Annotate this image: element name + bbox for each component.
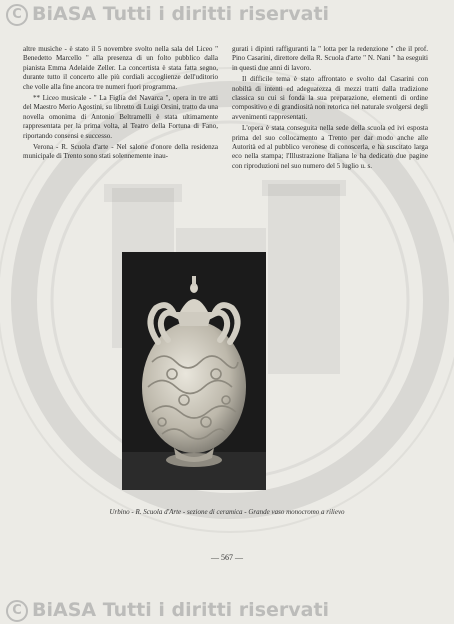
watermark-text: BiASA Tutti i diritti riservati <box>32 599 330 621</box>
page-number: — 567 — <box>211 553 243 562</box>
copyright-icon: C <box>6 4 28 26</box>
paragraph: Il difficile tema è stato affrontato e svolto dal Casarini con nobiltà di intenti ed adeguatezza di mezzi tratti dalla tradizione classica su cui si fonda la sua preparazione, elementi di ordine compositivo e di grandiosità non retorica nel naturale svolgersi degli avvenimenti rappresentati. <box>232 75 428 121</box>
copyright-icon: C <box>6 600 28 622</box>
photo-caption: Urbino - R. Scuola d'Arte - sezione di ceramica - Grande vaso monocromo a rilievo <box>109 508 345 516</box>
right-column <box>232 45 428 171</box>
watermark-top <box>0 1 454 27</box>
paragraph: Verona - R. Scuola d'arte - Nel salone d'onore della residenza municipale di Trento sono stati solennemente inau- <box>23 143 218 161</box>
vase-illustration <box>122 252 266 490</box>
watermark-bottom <box>0 597 454 623</box>
paragraph: gurati i dipinti raffiguranti la " lotta per la redenzione " che il prof. Pino Casarini, direttore della R. Scuola d'arte " N. Nani " ha eseguiti in questi due anni di lavoro. <box>232 45 428 72</box>
left-column <box>23 45 218 162</box>
vase-photograph <box>122 252 266 490</box>
watermark-text: BiASA Tutti i diritti riservati <box>32 3 330 25</box>
paragraph: altre musiche - è stato il 5 novembre svolto nella sala del Liceo " Benedetto Marcello " alla presenza di un folto pubblico dalla pianista Emma Adelaide Zeller. La concertista è stata fatta segno, durante tutto il concerto alle più cordiali accoglienze dell'uditorio che volle alla fine ancora tre numeri fuori programma. <box>23 45 218 91</box>
paragraph: L'opera è stata conseguita nella sede della scuola ed ivi esposta prima del suo collocamento a Trento per dar modo anche alle Autorità ed al pubblico veronese di conoscerla, e ha suscitato larga eco nella stampa; l'Illustrazione Italiana le ha dedicato due pagine con riproduzioni nel suo numero del 5 luglio u. s. <box>232 124 428 170</box>
paragraph: ** Liceo musicale - " La Figlia del Navarca ", opera in tre atti del Maestro Merio Agostini, su libretto di Luigi Orsini, tratto da una novella omonima di Antonio Beltramelli è stata ultimamente rappresentata per la prima volta, al Teatro della Fortuna di Fano, riportando consensi e successo. <box>23 94 218 140</box>
